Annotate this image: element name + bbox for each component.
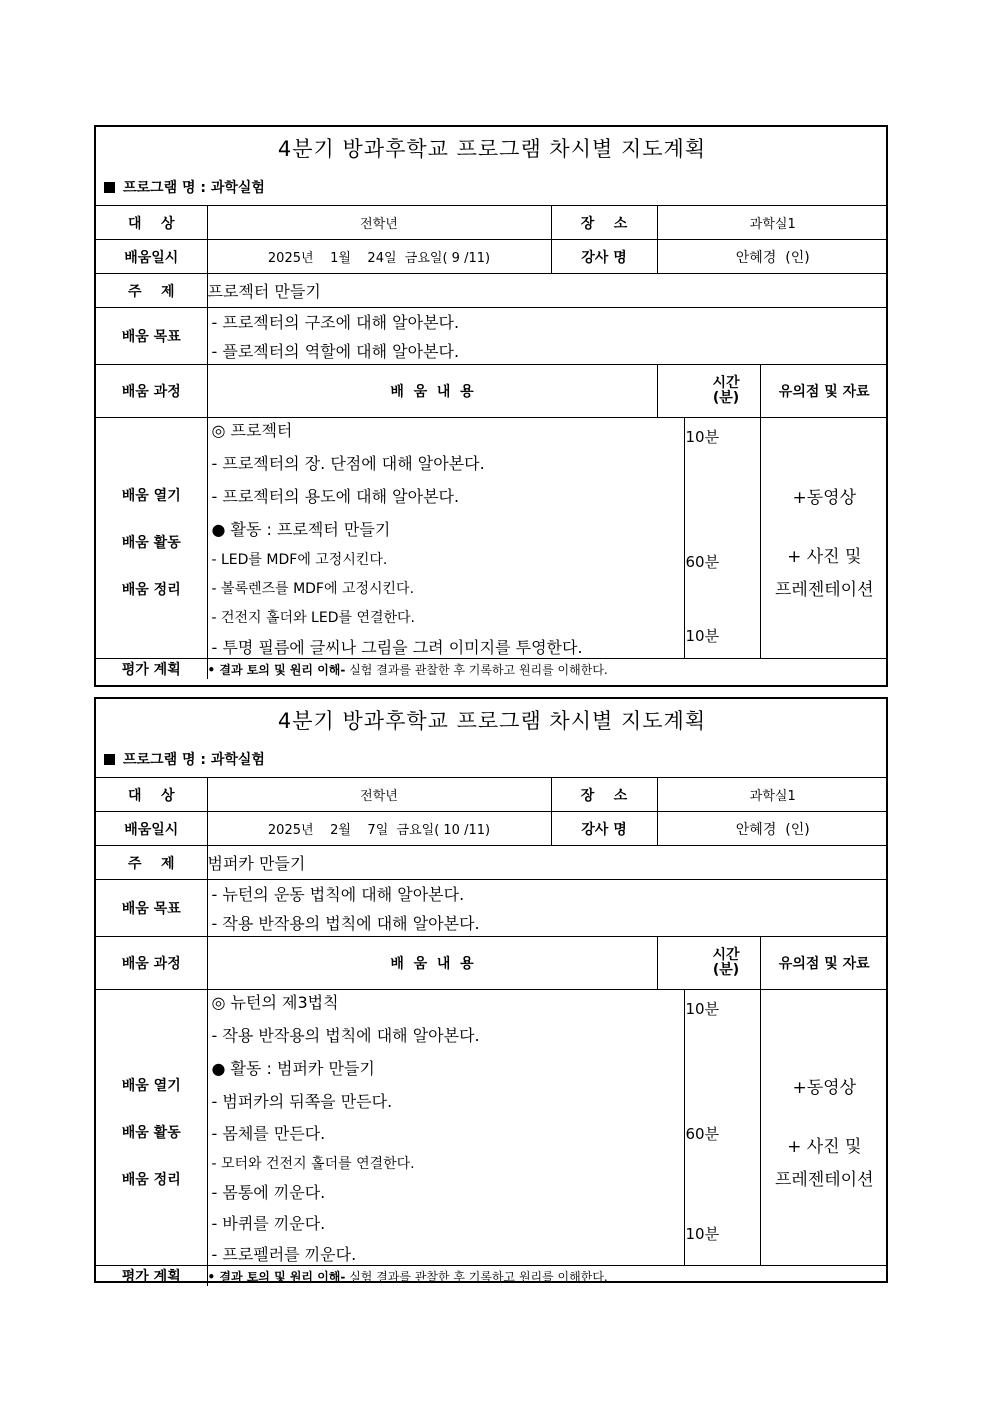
date-value: 2025년 1월 24일 금요일( 9 /11) — [207, 240, 551, 274]
goal-list — [207, 308, 888, 365]
process-label: 배움 과정 — [96, 937, 207, 990]
goal-item: - 뉴턴의 운동 법칙에 대해 알아본다. — [211, 885, 465, 904]
target-label: 대 상 — [96, 778, 207, 812]
goal-label: 배움 목표 — [96, 308, 207, 365]
time-value: 10분 — [685, 1225, 720, 1243]
place-label: 장 소 — [551, 206, 657, 240]
place-value: 과학실1 — [657, 206, 888, 240]
program-name: 프로그램 명 : 과학실험 — [104, 749, 265, 769]
date-value: 2025년 2월 7일 금요일( 10 /11) — [207, 812, 551, 846]
note-item: +동영상 — [792, 1077, 856, 1098]
title-block — [96, 699, 888, 778]
time-value: 10분 — [685, 428, 720, 446]
teacher-label: 강사 명 — [551, 812, 657, 846]
topic-value: 범퍼카 만들기 — [207, 846, 888, 880]
program-name: 프로그램 명 : 과학실험 — [104, 177, 265, 197]
note-item: 프레젠테이션 — [774, 580, 874, 600]
page-title: 4분기 방과후학교 프로그램 차시별 지도계획 — [277, 709, 707, 733]
time-value: 10분 — [685, 1000, 720, 1018]
notes-header: 유의점 및 자료 — [760, 365, 888, 418]
content-line: - 바퀴를 끼운다. — [211, 1214, 326, 1233]
content-line: ◎ 프로젝터 — [211, 421, 293, 440]
notes-list — [760, 990, 888, 1266]
process-steps — [96, 418, 207, 659]
time-header: 시간 (분) — [657, 365, 760, 418]
teacher-label: 강사 명 — [551, 240, 657, 274]
goal-item: - 플로젝터의 역할에 대해 알아본다. — [211, 342, 460, 361]
eval-label: 평가 계획 — [96, 659, 207, 680]
goal-list — [207, 880, 888, 937]
content-line: - 투명 필름에 글씨나 그림을 그려 이미지를 투영한다. — [211, 638, 583, 657]
topic-value: 프로젝터 만들기 — [207, 274, 888, 308]
time-list — [684, 990, 760, 1266]
content-line: - 모터와 건전지 홀더를 연결한다. — [211, 1156, 415, 1172]
content-line: ◎ 뉴턴의 제3법칙 — [211, 993, 339, 1012]
process-step: 배움 정리 — [121, 582, 181, 598]
content-line: - 건전지 홀더와 LED를 연결한다. — [211, 610, 415, 626]
process-label: 배움 과정 — [96, 365, 207, 418]
content-line: - 볼록렌즈를 MDF에 고정시킨다. — [211, 581, 415, 597]
lesson-plan-2 — [94, 697, 888, 1283]
process-step: 배움 정리 — [121, 1171, 181, 1188]
topic-label: 주 제 — [96, 274, 207, 308]
note-item: + 사진 및 — [787, 547, 862, 567]
note-item: 프레젠테이션 — [774, 1169, 874, 1190]
content-line: - 프로젝터의 용도에 대해 알아본다. — [211, 487, 460, 506]
eval-text: • 결과 토의 및 원리 이해- 실험 결과를 관찰한 후 기록하고 원리를 이해한다. — [207, 1266, 888, 1287]
date-label: 배움일시 — [96, 240, 207, 274]
time-value: 60분 — [685, 1125, 720, 1143]
note-item: +동영상 — [792, 488, 856, 508]
page-title: 4분기 방과후학교 프로그램 차시별 지도계획 — [277, 137, 707, 161]
content-list — [207, 418, 684, 659]
target-value: 전학년 — [207, 778, 551, 812]
date-label: 배움일시 — [96, 812, 207, 846]
place-value: 과학실1 — [657, 778, 888, 812]
square-bullet-icon — [104, 754, 115, 765]
place-label: 장 소 — [551, 778, 657, 812]
content-header: 배 움 내 용 — [207, 365, 657, 418]
process-step: 배움 열기 — [121, 488, 181, 504]
teacher-value: 안혜경 (인) — [657, 812, 888, 846]
goal-item: - 프로젝터의 구조에 대해 알아본다. — [211, 313, 460, 332]
content-header: 배 움 내 용 — [207, 937, 657, 990]
eval-label: 평가 계획 — [96, 1266, 207, 1287]
title-block — [96, 127, 888, 206]
content-line: ● 활동 : 범퍼카 만들기 — [211, 1059, 375, 1078]
time-value: 10분 — [685, 627, 720, 645]
process-step: 배움 열기 — [121, 1077, 181, 1094]
notes-header: 유의점 및 자료 — [760, 937, 888, 990]
content-line: - 범퍼카의 뒤쪽을 만든다. — [211, 1092, 393, 1111]
content-line: - 몸통에 끼운다. — [211, 1183, 326, 1202]
content-line: - 작용 반작용의 법칙에 대해 알아본다. — [211, 1026, 480, 1045]
square-bullet-icon — [104, 182, 115, 193]
process-step: 배움 활동 — [121, 535, 181, 551]
time-list — [684, 418, 760, 659]
content-list — [207, 990, 684, 1266]
topic-label: 주 제 — [96, 846, 207, 880]
process-steps — [96, 990, 207, 1266]
notes-list — [760, 418, 888, 659]
content-line: - 몸체를 만든다. — [211, 1124, 326, 1143]
eval-text: • 결과 토의 및 원리 이해- 실험 결과를 관찰한 후 기록하고 원리를 이해한다. — [207, 659, 888, 680]
content-line: - LED를 MDF에 고정시킨다. — [211, 552, 388, 568]
goal-item: - 작용 반작용의 법칙에 대해 알아본다. — [211, 914, 480, 933]
content-line: - 프로펠러를 끼운다. — [211, 1245, 357, 1264]
time-value: 60분 — [685, 553, 720, 571]
content-line: - 프로젝터의 장. 단점에 대해 알아본다. — [211, 454, 485, 473]
goal-label: 배움 목표 — [96, 880, 207, 937]
note-item: + 사진 및 — [787, 1136, 862, 1157]
content-line: ● 활동 : 프로젝터 만들기 — [211, 520, 391, 539]
target-value: 전학년 — [207, 206, 551, 240]
time-header: 시간 (분) — [657, 937, 760, 990]
lesson-plan-1 — [94, 125, 888, 687]
process-step: 배움 활동 — [121, 1124, 181, 1141]
target-label: 대 상 — [96, 206, 207, 240]
teacher-value: 안혜경 (인) — [657, 240, 888, 274]
